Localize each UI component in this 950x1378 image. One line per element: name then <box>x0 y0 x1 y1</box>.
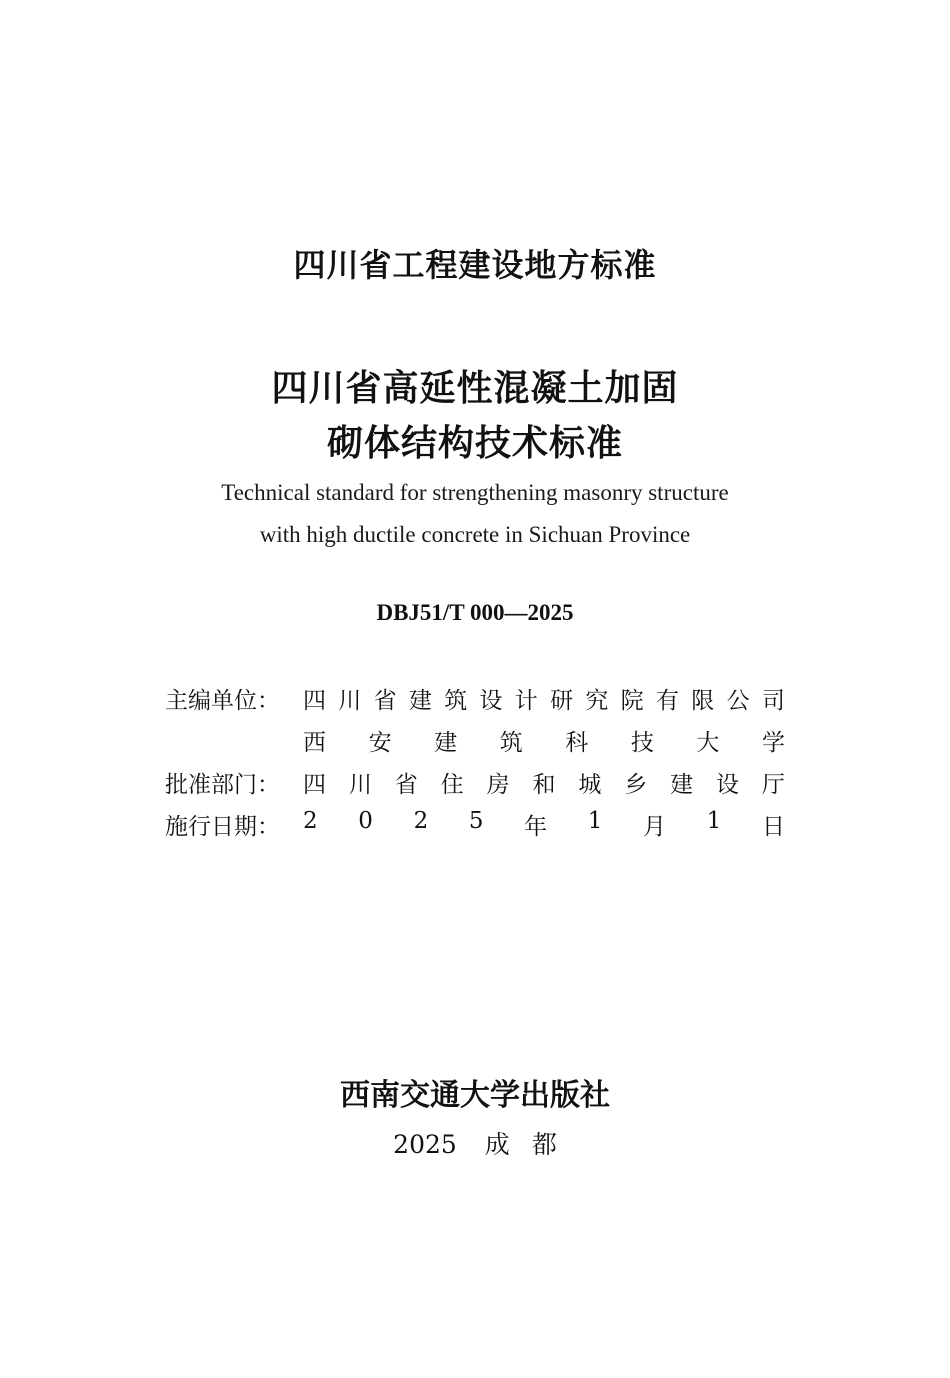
chief-editor-label: 主编单位： <box>165 688 280 714</box>
publication-year: 2025 <box>393 1130 457 1159</box>
effective-date-label: 施行日期： <box>165 814 280 840</box>
english-title-line-1: Technical standard for strengthening masonry structure <box>221 480 729 505</box>
chief-editor-row <box>165 682 785 716</box>
title-line-2: 砌体结构技术标准 <box>326 423 623 464</box>
chief-editor-1: 四 川 省 建 筑 设 计 研 究 院 有 限 公 司 <box>303 688 785 714</box>
effective-date-value: 2 0 2 5 年 1 月 1 日 <box>303 808 785 840</box>
english-title-line-2: with high ductile concrete in Sichuan Province <box>259 522 691 547</box>
series-title: 四川省工程建设地方标准 <box>293 246 657 284</box>
chief-editor-2: 西 安 建 筑 科 技 大 学 <box>303 730 785 756</box>
publisher: 西南交通大学出版社 <box>340 1078 610 1113</box>
approval-row <box>165 766 785 800</box>
approval-label: 批准部门： <box>165 772 280 798</box>
publication-city-char-2: 都 <box>531 1130 557 1159</box>
effective-date-row <box>165 808 785 842</box>
title-line-1: 四川省高延性混凝土加固 <box>271 368 679 409</box>
publication-city-char-1: 成 <box>484 1130 510 1159</box>
publication-place-year <box>0 1125 950 1161</box>
chief-editor-row-2 <box>165 724 785 758</box>
approval-value: 四 川 省 住 房 和 城 乡 建 设 厅 <box>303 772 785 798</box>
standard-code: DBJ51/T 000—2025 <box>376 600 574 625</box>
